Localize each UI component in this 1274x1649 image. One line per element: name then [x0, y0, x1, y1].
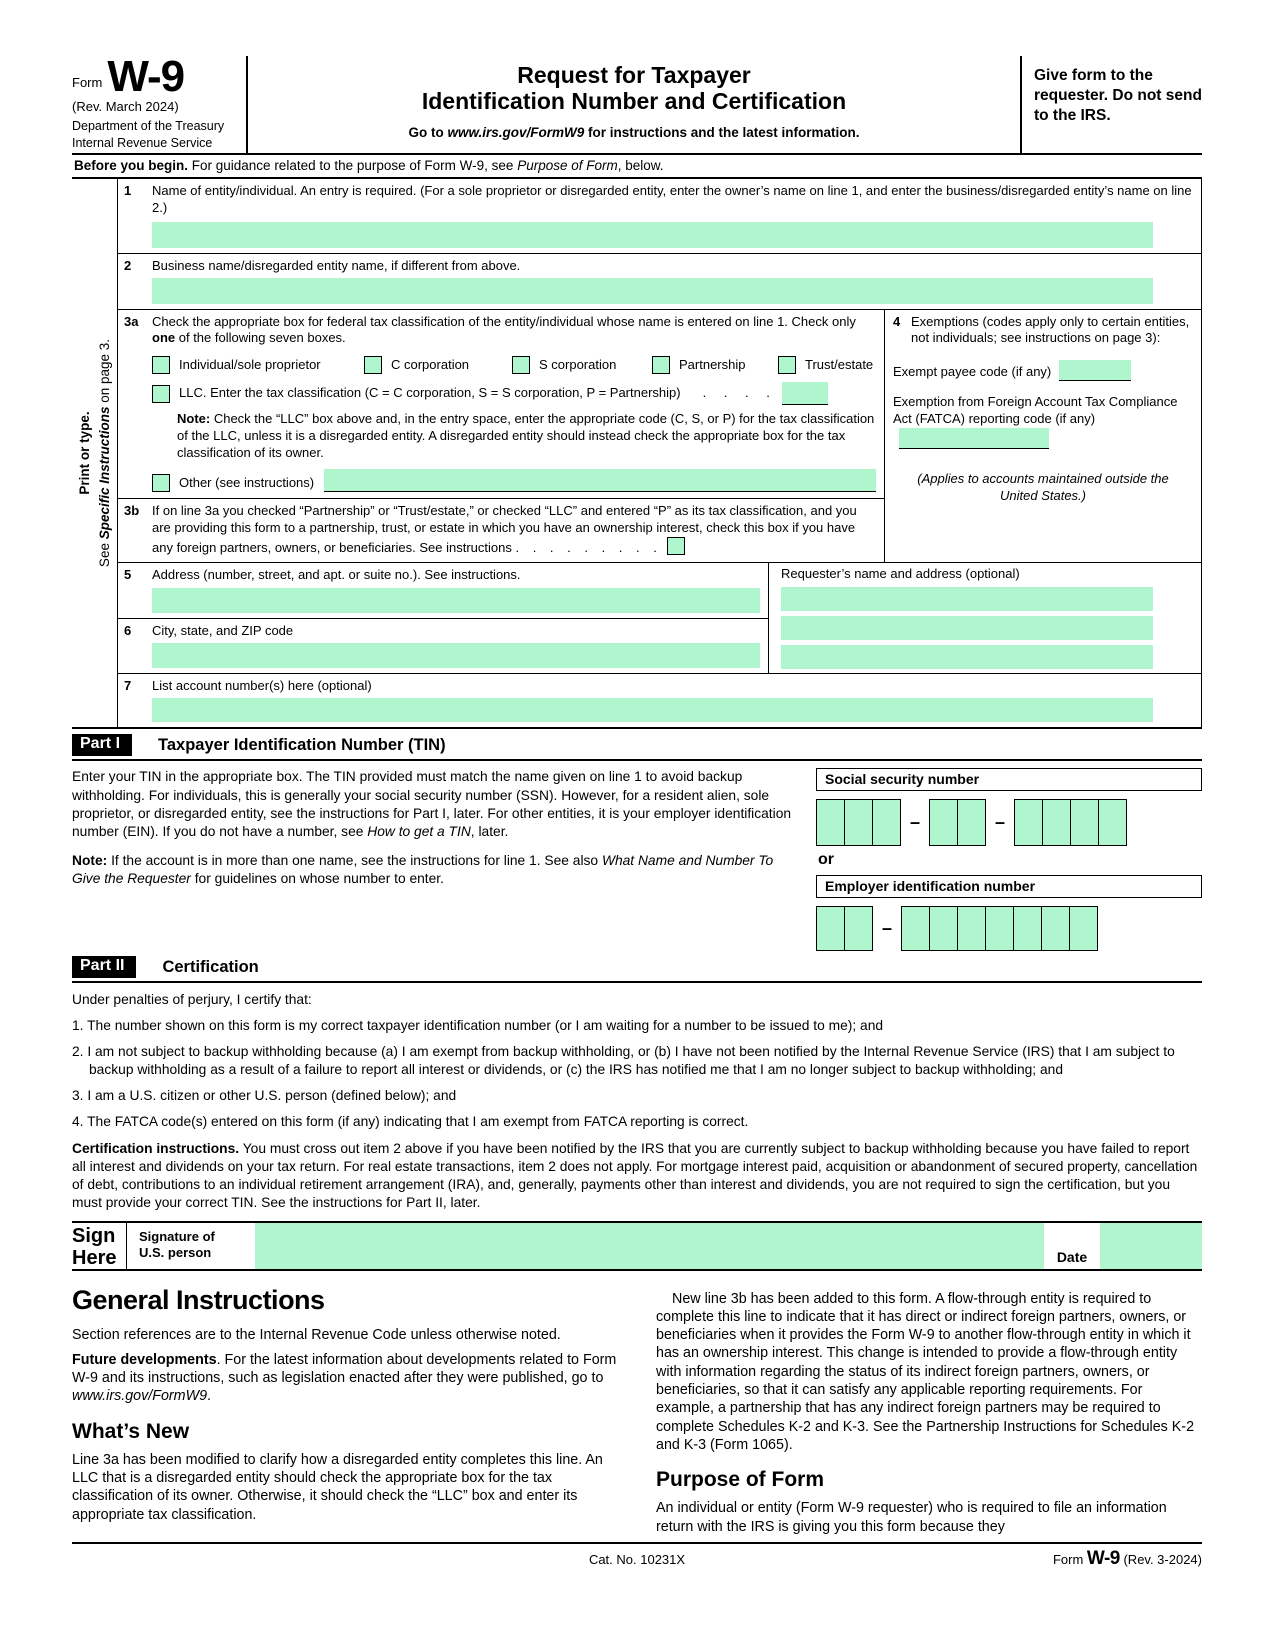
line4-label: Exemptions (codes apply only to certain entities, not individuals; see instructions on page 3):: [911, 313, 1190, 346]
form-table: [72, 179, 1202, 729]
part1-p1-pre: Enter your TIN in the appropriate box. The TIN provided must match the name given on line 1 to avoid backup withholding. For individuals, this is generally your social security number (SSN). However, for a resident alien, sole proprietor, or disregarded entity, see the instructions for Part I, later. For other entities, it is your employer identification number (EIN). If you do not have a number, see: [72, 769, 792, 840]
option-partnership: [652, 356, 778, 374]
ssn-digit-box[interactable]: [872, 799, 901, 846]
part1-paragraph: [72, 768, 802, 841]
requester-label: Requester’s name and address (optional): [781, 565, 1020, 581]
signature-input[interactable]: [255, 1223, 1044, 1269]
line7-input[interactable]: [152, 698, 1153, 722]
part1-bar-label: Part I: [72, 734, 132, 756]
form-id-block: [72, 52, 248, 153]
part1-body: [72, 768, 1202, 951]
signature-label: [127, 1223, 255, 1269]
part1-p1-post: , later.: [470, 824, 509, 840]
irs-url: www.irs.gov/FormW9: [447, 124, 585, 140]
goto-post: for instructions and the latest information.: [584, 124, 860, 140]
checkbox-s-corporation[interactable]: [512, 356, 530, 374]
form-title-line1: Request for Taxpayer: [517, 62, 751, 88]
line5-label: Address (number, street, and apt. or suite no.). See instructions.: [152, 566, 521, 582]
part2-title: Certification: [162, 957, 259, 976]
row-5-6-requester: [118, 563, 1201, 675]
rail-post: on page 3.: [96, 339, 112, 407]
option-s-corporation-label: S corporation: [539, 356, 617, 372]
option-partnership-label: Partnership: [679, 356, 746, 372]
before-pre: For guidance related to the purpose of Form W-9, see: [188, 157, 518, 173]
llc-label: LLC. Enter the tax classification (C = C corporation, S = S corporation, P = Partnership): [179, 385, 681, 401]
line7-label: List account number(s) here (optional): [152, 678, 372, 694]
line4-number: 4: [893, 313, 901, 329]
checkbox-trust-estate[interactable]: [778, 356, 796, 374]
here-word: Here: [72, 1246, 117, 1269]
part1-note-pre: If the account is in more than one name, see the instructions for line 1. See also: [107, 852, 602, 868]
checkbox-foreign-partners[interactable]: [667, 537, 685, 555]
gi-paragraph-1: Section references are to the Internal Revenue Code unless otherwise noted.: [72, 1326, 561, 1343]
rail-italic: Specific Instructions: [96, 406, 112, 540]
line3b-body: [146, 499, 884, 562]
requester-cell: [769, 563, 1201, 674]
general-instructions-title: General Instructions: [72, 1284, 325, 1315]
part1-title: Taxpayer Identification Number (TIN): [158, 735, 446, 754]
certification-instructions-text: You must cross out item 2 above if you have been notified by the IRS that you are currently subject to backup withholding because you have failed to report all interest and dividends on your tax return. For real estate transactions, item 2 does not apply. For mortgage interest paid, acquisition or abandonment of secured property, cancellation of debt, contributions to an individual retirement arrangement (IRA), and, generally, payments other than interest and dividends, you are not required to sign the certification, but you must provide your correct TIN. See the instructions for Part II, later.: [72, 1140, 1198, 1210]
certification-item-2: 2. I am not subject to backup withholding because (a) I am exempt from backup withholding, or (b) I have not been notified by the Internal Revenue Service (IRS) that I am subject to backup withholding as a result of a failure to report all interest or dividends, or (c) the IRS has notified me that I am no longer subject to backup withholding; and: [72, 1044, 1175, 1078]
future-developments-post: .: [207, 1388, 212, 1405]
line1-label: Name of entity/individual. An entry is required. (For a sole proprietor or disregarded entity, enter the owner’s name on line 1, and enter the business/disregarded entity’s name on line 2.): [152, 182, 1192, 215]
llc-note-text: Check the “LLC” box above and, in the entry space, enter the appropriate code (C, S, or P) for the tax classification of the LLC, unless it is a disregarded entity. A disregarded entity should instead check the appropriate box for the tax classification of its owner.: [177, 411, 875, 461]
whats-new-paragraph: Line 3a has been modified to clarify how a disregarded entity completes this line. An LLC that is a disregarded entity should check the appropriate box for the tax classification of its owner. Otherwise, it should check the “LLC” box and enter its appropriate tax classification.: [72, 1451, 603, 1523]
sign-word: Sign: [72, 1224, 116, 1247]
line5-number: 5: [124, 566, 132, 582]
row-line1: [118, 179, 1201, 254]
row-line3a: [118, 310, 884, 499]
option-individual-label: Individual/sole proprietor: [179, 356, 321, 372]
exempt-payee-code-input[interactable]: [1059, 360, 1131, 381]
line3a-label-bold: one: [152, 330, 176, 346]
line7-number: 7: [124, 678, 132, 694]
part2-bar-label: Part II: [72, 956, 136, 978]
line2-number: 2: [124, 257, 132, 273]
ssn-digit-box[interactable]: [1042, 799, 1071, 846]
ssn-digit-box[interactable]: [1098, 799, 1127, 846]
right-column-paragraph: New line 3b has been added to this form. A flow-through entity is required to complete this line to indicate that it has direct or indirect foreign partners, owners, or beneficiaries when it provides the Form W-9 to another flow-through entity in which it has an ownership interest. This change is intended to provide a flow-through entity with information regarding the status of its indirect foreign partners, owners, or beneficiaries, so that it can satisfy any applicable reporting requirements. For example, a partnership that has any indirect foreign partners may be required to complete Schedules K-2 and K-3. See the Partnership Instructions for Schedules K-2 and K-3 (Form 1065).: [656, 1290, 1195, 1453]
checkbox-c-corporation[interactable]: [364, 356, 382, 374]
checkbox-individual-sole-proprietor[interactable]: [152, 356, 170, 374]
option-c-corporation-label: C corporation: [391, 356, 470, 372]
fatca-label: Exemption from Foreign Account Tax Compliance Act (FATCA) reporting code (if any): [893, 394, 1178, 427]
before-italic: Purpose of Form: [517, 157, 618, 173]
rail-line1: Print or type.: [76, 411, 92, 495]
other-input[interactable]: [324, 469, 876, 492]
purpose-paragraph: An individual or entity (Form W-9 requester) who is required to file an information return with the IRS is giving you this form because they: [656, 1500, 1167, 1535]
ein-digit-box[interactable]: [929, 906, 958, 951]
ssn-label-box: Social security number: [816, 768, 1202, 791]
line6-label: City, state, and ZIP code: [152, 622, 294, 638]
llc-note-bold: Note:: [177, 411, 211, 427]
rail-see: See: [96, 539, 112, 568]
ein-digit-box[interactable]: [901, 906, 930, 951]
checkbox-partnership[interactable]: [652, 356, 670, 374]
department-line1: Department of the Treasury: [72, 119, 225, 134]
fatca-row: [893, 394, 1193, 449]
before-bold: Before you begin.: [74, 157, 189, 173]
catalog-number: Cat. No. 10231X: [588, 1552, 686, 1567]
date-label: Date: [1056, 1248, 1088, 1265]
ssn-digit-box[interactable]: [844, 799, 873, 846]
or-label: or: [818, 851, 834, 869]
line3b-dot-leaders: . . . . . . . . .: [515, 539, 657, 555]
before-post: , below.: [617, 157, 664, 173]
row-line5: [118, 563, 768, 619]
general-instructions-section: [72, 1283, 1202, 1543]
ssn-digit-box[interactable]: [1014, 799, 1043, 846]
ein-digit-box[interactable]: [844, 906, 873, 951]
part1-header: [72, 734, 1202, 761]
certification-instructions: [72, 1140, 1202, 1212]
purpose-of-form-title: Purpose of Form: [656, 1468, 825, 1492]
checkbox-llc[interactable]: [152, 385, 170, 403]
line6-number: 6: [124, 622, 132, 638]
whats-new-title: What’s New: [72, 1419, 190, 1443]
option-trust-estate-label: Trust/estate: [805, 356, 874, 372]
give-form-box: [1020, 56, 1202, 153]
tin-boxes-area: [802, 768, 1202, 951]
part1-note-bold: Note:: [72, 852, 108, 868]
print-or-type-text: [74, 213, 115, 693]
signature-label-line2: U.S. person: [139, 1245, 212, 1261]
part1-note-italic: What Name and Number To Give the Requester: [72, 852, 774, 887]
line2-label: Business name/disregarded entity name, if different from above.: [152, 257, 521, 273]
requester-input-2[interactable]: [781, 616, 1153, 640]
applies-note: (Applies to accounts maintained outside the United States.): [917, 471, 1169, 504]
tax-classification-options: [152, 356, 876, 374]
line3a-label-pre: Check the appropriate box for federal tax classification of the entity/individual whose name is entered on line 1. Check only: [152, 313, 856, 329]
certification-intro: Under penalties of perjury, I certify that:: [72, 992, 312, 1008]
ein-digit-box[interactable]: [985, 906, 1014, 951]
certification-item-1: 1. The number shown on this form is my correct taxpayer identification number (or I am waiting for a number to be issued to me); and: [72, 1018, 884, 1034]
checkbox-other[interactable]: [152, 474, 170, 492]
ssn-dash: –: [910, 812, 921, 833]
llc-dot-leaders: . . . .: [702, 385, 770, 401]
line1-number: 1: [124, 182, 132, 198]
option-c-corporation: [364, 356, 512, 374]
exempt-payee-row: [893, 360, 1193, 381]
line3b-text: If on line 3a you checked “Partnership” or “Trust/estate,” or checked “LLC” and entered “P” as its tax classification, and you are providing this form to a partnership, trust, or estate in which you have an ownership interest, check this box if you have any foreign partners, owners, or beneficiaries. See instructions: [152, 503, 857, 555]
ssn-dash: –: [995, 812, 1006, 833]
line5-input[interactable]: [152, 588, 760, 613]
footer-form-number: W-9: [1086, 1548, 1120, 1569]
row-line3b: [118, 499, 884, 562]
line3a-label: [152, 314, 876, 348]
line1-input[interactable]: [152, 222, 1153, 248]
gi-paragraph-2: [72, 1351, 624, 1406]
page-footer: [72, 1542, 1202, 1567]
row-3a-3b-4: [118, 310, 1201, 563]
future-developments-text: . For the latest information about developments related to Form W-9 and its instructions, such as legislation enacted after they were published, go to: [72, 1351, 617, 1387]
line3b-number: 3b: [124, 503, 140, 519]
sign-here-label: [72, 1223, 124, 1269]
ein-digit-box[interactable]: [957, 906, 986, 951]
form-title-line2: Identification Number and Certification: [421, 88, 847, 115]
goto-pre: Go to: [408, 124, 448, 140]
future-developments-bold: Future developments: [72, 1351, 217, 1368]
part2-body: [72, 991, 1202, 1211]
other-row: [152, 469, 876, 493]
option-individual: [152, 356, 364, 374]
option-s-corporation: [512, 356, 652, 374]
footer-form-reference: [1053, 1548, 1202, 1570]
print-or-type-rail: [72, 179, 118, 727]
ein-digit-box[interactable]: [1069, 906, 1098, 951]
signature-label-line1: Signature of: [139, 1228, 215, 1244]
before-you-begin: [72, 153, 1202, 179]
part1-note: [72, 852, 802, 889]
certification-item-4: 4. The FATCA code(s) entered on this form (if any) indicating that I am exempt from FATCA reporting is correct.: [72, 1113, 749, 1129]
footer-form-word: Form: [1052, 1552, 1087, 1567]
form-word: Form: [72, 75, 103, 91]
llc-note: [177, 411, 876, 462]
ssn-digit-box[interactable]: [929, 799, 958, 846]
sign-here-row: [72, 1221, 1202, 1271]
row-line2: [118, 254, 1201, 310]
certification-item-3: 3. I am a U.S. citizen or other U.S. person (defined below); and: [72, 1088, 457, 1104]
part1-note-post: for guidelines on whose number to enter.: [190, 871, 444, 887]
exemptions-column: [884, 310, 1201, 562]
ssn-digit-box[interactable]: [957, 799, 986, 846]
ein-digit-box[interactable]: [1041, 906, 1070, 951]
requester-input-1[interactable]: [781, 587, 1153, 611]
ssn-digit-row: [816, 799, 1202, 846]
department-line2: Internal Revenue Service: [72, 135, 213, 150]
goto-line: [260, 125, 1008, 140]
row-line7: [118, 674, 1201, 727]
ein-dash: –: [882, 918, 893, 939]
requester-input-3[interactable]: [781, 645, 1153, 669]
part1-p1-italic: How to get a TIN: [367, 824, 471, 840]
ein-label-box: Employer identification number: [816, 875, 1202, 898]
date-input[interactable]: [1100, 1223, 1202, 1269]
ein-digit-row: [816, 906, 1202, 951]
row-line6: [118, 619, 768, 674]
give-form-text: Give form to the requester. Do not send to the IRS.: [1034, 67, 1202, 125]
line3a-label-post: of the following seven boxes.: [175, 330, 346, 346]
form-number: W-9: [107, 52, 185, 101]
llc-classification-input[interactable]: [782, 382, 828, 405]
exempt-payee-label: Exempt payee code (if any): [893, 364, 1052, 380]
ein-digit-box[interactable]: [816, 906, 845, 951]
line3a-number: 3a: [124, 313, 139, 329]
option-trust-estate: [778, 356, 873, 374]
part2-header: [72, 956, 1202, 983]
footer-form-rev: (Rev. 3-2024): [1119, 1552, 1202, 1567]
form-revision: (Rev. March 2024): [72, 99, 179, 115]
future-developments-url: www.irs.gov/FormW9: [72, 1388, 208, 1405]
form-title-block: [248, 56, 1020, 153]
form-header: [72, 52, 1202, 153]
ssn-digit-box[interactable]: [816, 799, 845, 846]
line2-input[interactable]: [152, 278, 1153, 304]
line6-input[interactable]: [152, 643, 760, 668]
llc-row: [152, 382, 876, 405]
other-label: Other (see instructions): [179, 475, 315, 491]
fatca-code-input[interactable]: [899, 428, 1049, 449]
ein-digit-box[interactable]: [1013, 906, 1042, 951]
ssn-digit-box[interactable]: [1070, 799, 1099, 846]
certification-instructions-bold: Certification instructions.: [72, 1140, 240, 1156]
